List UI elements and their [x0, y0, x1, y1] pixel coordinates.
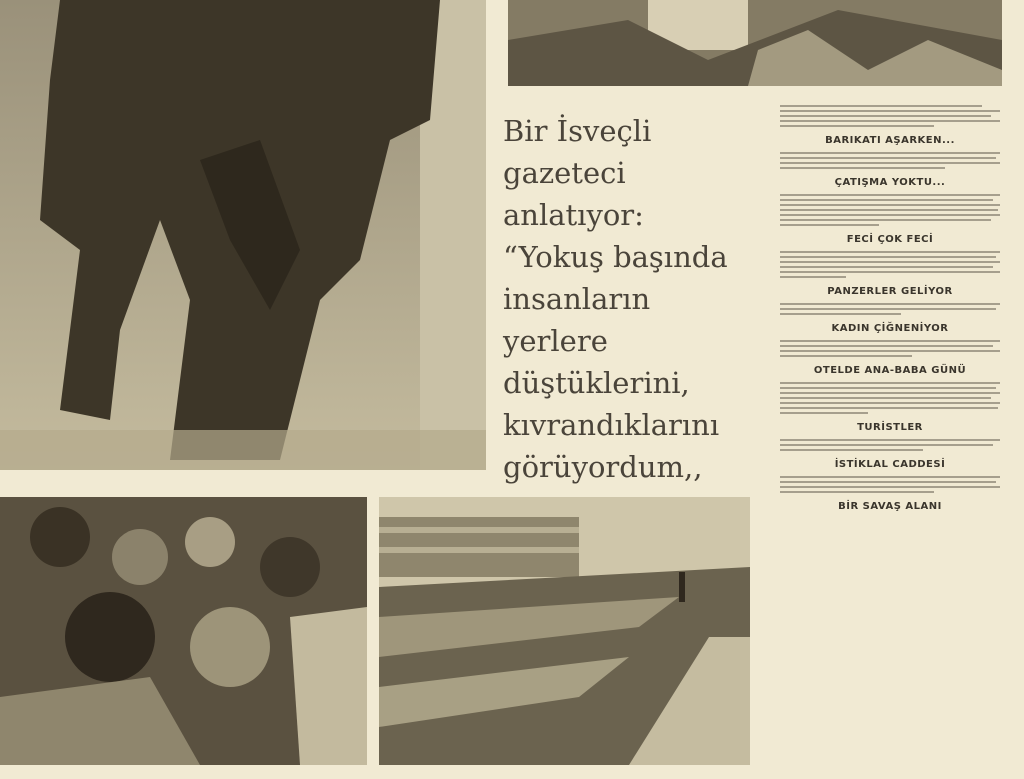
photo-square-aftermath — [379, 497, 750, 765]
subhead: PANZERLER GELİYOR — [827, 286, 953, 297]
paragraph — [780, 251, 1000, 278]
headline-line: Bir İsveçli — [503, 114, 652, 148]
paragraph — [780, 340, 1000, 357]
headline-line: düştüklerini, — [503, 366, 690, 400]
article-column — [770, 102, 1010, 779]
paragraph — [780, 439, 1000, 451]
paragraph — [780, 382, 1000, 414]
subhead: BİR SAVAŞ ALANI — [838, 501, 942, 512]
headline-line: görüyordum,, — [503, 450, 703, 484]
headline-line: gazeteci — [503, 156, 626, 190]
headline — [503, 110, 768, 488]
subhead: TURİSTLER — [857, 422, 923, 433]
paragraph — [780, 476, 1000, 493]
paragraph-intro — [780, 105, 1000, 127]
photo-legs-running — [0, 0, 486, 470]
photo-debris — [508, 0, 1002, 86]
subhead: KADIN ÇİĞNENİYOR — [831, 323, 949, 334]
paragraph — [780, 303, 1000, 315]
photo-crowd — [0, 497, 367, 765]
paragraph — [780, 194, 1000, 226]
subhead: İSTİKLAL CADDESİ — [834, 459, 946, 470]
headline-line: yerlere — [503, 324, 608, 358]
paragraph — [780, 152, 1000, 169]
subhead: ÇATIŞMA YOKTU... — [834, 177, 946, 188]
subhead: FECİ ÇOK FECİ — [846, 234, 934, 245]
subhead: BARIKATI AŞARKEN... — [825, 135, 955, 146]
headline-line: anlatıyor: — [503, 198, 644, 232]
headline-line: insanların — [503, 282, 651, 316]
headline-line: kıvrandıklarını — [503, 408, 720, 442]
subhead: OTELDE ANA-BABA GÜNÜ — [813, 365, 967, 376]
headline-line: “Yokuş başında — [503, 240, 728, 274]
